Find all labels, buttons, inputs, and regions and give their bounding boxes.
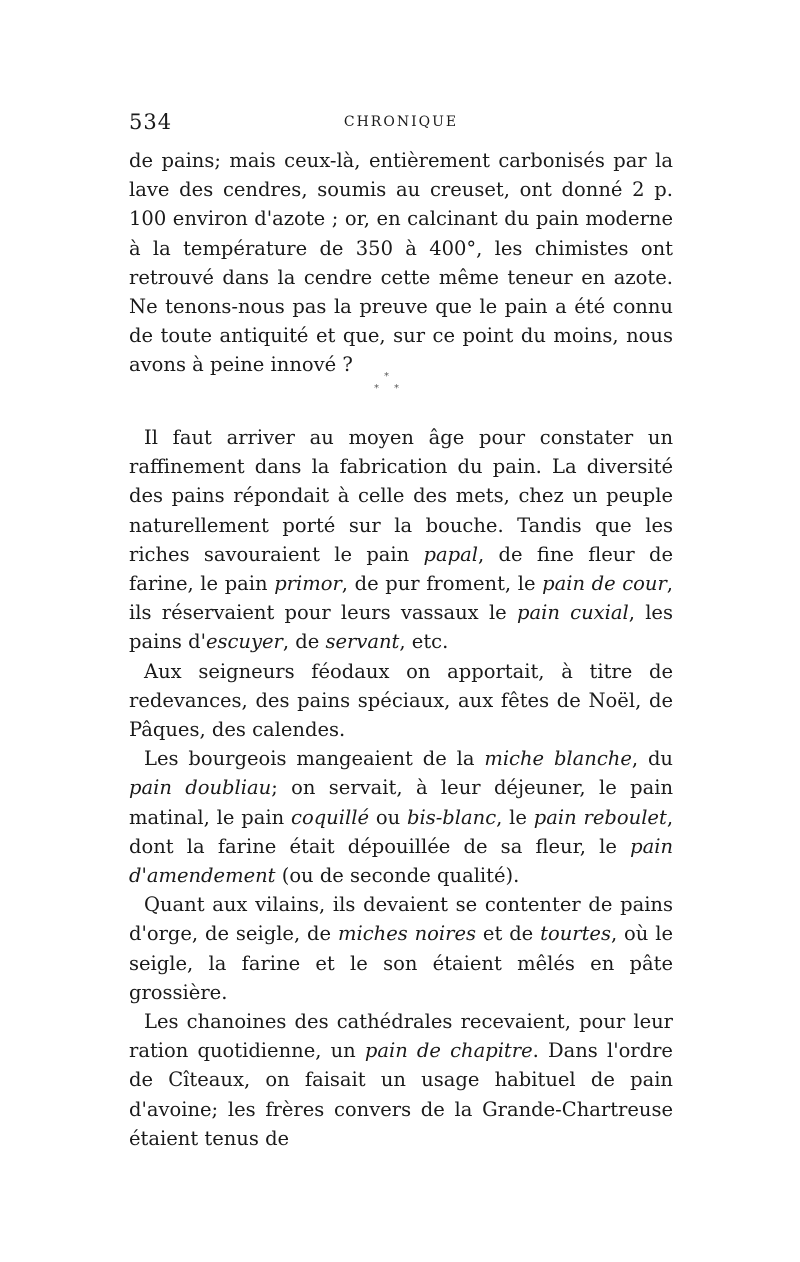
text-block-top (129, 146, 673, 380)
running-title: CHRONIQUE (343, 114, 459, 130)
italic-term: pain doubliau (129, 776, 272, 800)
text-run: ; on servait, à leur déjeuner, le pain matinal, le pain (129, 776, 673, 829)
page-header (129, 110, 673, 140)
text-run: Les chanoines des cathédrales recevaient, pour leur ration quotidienne, un (129, 1010, 673, 1063)
paragraph-vilains (129, 890, 673, 1007)
italic-term: papal (423, 542, 479, 566)
text-run: (ou de seconde qualité). (275, 864, 520, 888)
text-run: ou (368, 805, 407, 829)
text-run: , de pur froment, le (341, 572, 543, 596)
text-run: , de fine fleur de farine, le pain (129, 542, 673, 596)
italic-term: pain de cour (542, 572, 667, 596)
asterisk-icon: * (374, 383, 379, 394)
text-run: , dont la farine était dépouillée de sa fleur, le (129, 805, 674, 858)
italic-term: primor (274, 572, 342, 596)
asterisk-icon: * (394, 383, 399, 394)
italic-term: pain reboulet (533, 805, 667, 829)
text-run: Les bourgeois mangeaient de la (144, 747, 485, 771)
italic-term: miches noires (337, 922, 477, 946)
text-run: , etc. (399, 630, 449, 654)
italic-term: miche blanche (484, 747, 632, 771)
italic-term: escuyer (205, 630, 283, 654)
page-number: 534 (129, 110, 173, 134)
paragraph-continued: de pains; mais ceux-là, entièrement carbonisés par la lave des cendres, soumis au creuset, ont donné 2 p. 100 environ d'azote ; or, en calcinant du pain moderne à la température de 350 à 400°, les chimistes ont retrouvé dans la cendre cette même teneur en azote. Ne tenons-nous pas la preuve que le pain a été connu de toute antiquité et que, sur ce point du moins, nous avons à peine innové ? (129, 149, 673, 377)
text-run: , où le seigle, la farine et le son étaient mêlés en pâte grossière. (129, 922, 674, 1004)
italic-term: coquillé (291, 805, 369, 829)
italic-term: servant (325, 630, 400, 654)
text-run: Il faut arriver au moyen âge pour constater un raffinement dans la fabrication du pain. La diversité des pains répondait à celle des mets, chez un peuple naturellement porté sur la bouche. Tandis que les riches savouraient le pain (129, 426, 673, 566)
text-run: Aux seigneurs féodaux on apportait, à titre de redevances, des pains spéciaux, aux fêtes de Noël, de Pâques, des calendes. (129, 659, 673, 742)
italic-term: pain cuxial (516, 601, 629, 625)
italic-term: pain de chapitre (364, 1039, 533, 1063)
italic-term: tourtes (540, 922, 611, 946)
text-block-bottom (129, 423, 673, 1153)
section-separator (370, 372, 410, 402)
text-run: , les pains d' (129, 601, 673, 654)
paragraph-chanoines (129, 1007, 673, 1153)
text-run: , ils réservaient pour leurs vassaux le (129, 572, 673, 625)
text-run: , de (282, 630, 326, 654)
italic-term: pain d'amendement (129, 834, 673, 888)
italic-term: bis-blanc (406, 805, 497, 829)
asterisk-icon: * (384, 371, 389, 382)
text-run: , du (631, 747, 673, 771)
paragraph-moyen-age (129, 423, 673, 657)
text-run: , le (496, 805, 534, 829)
text-run: Quant aux vilains, ils devaient se contenter de pains d'orge, de seigle, de (129, 893, 673, 946)
paragraph-bourgeois (129, 744, 673, 890)
text-run: . Dans l'ordre de Cîteaux, on faisait un usage habituel de pain d'avoine; les frères convers de la Grande-Chartreuse étaient tenus de (129, 1039, 673, 1150)
paragraph-seigneurs (129, 657, 673, 745)
text-run: et de (476, 922, 541, 946)
